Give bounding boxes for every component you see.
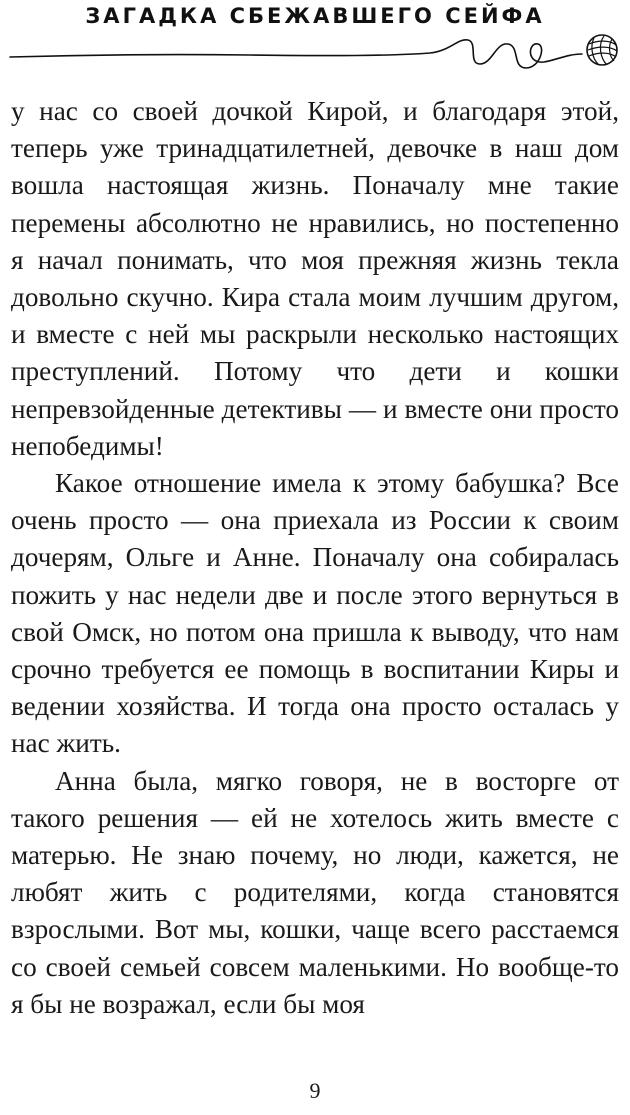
page-body xyxy=(11,93,619,1023)
running-header-title: ЗАГАДКА СБЕЖАВШЕГО СЕЙФА xyxy=(85,4,545,28)
thread-ornament-icon xyxy=(0,30,630,78)
paragraph-continuation: у нас со своей дочкой Кирой, и благодаря этой, теперь уже тринадцатилетней, девочке в наш дом вошла настоящая жизнь. Поначалу мне такие перемены абсолютно не нравились, но постепенно я начал понимать, что моя прежняя жизнь текла довольно скучно. Кира стала моим лучшим другом, и вместе с ней мы раскрыли несколько настоящих преступлений. Потому что дети и кошки непревзойденные детективы — и вместе они просто непобедимы! xyxy=(11,96,619,461)
paragraph: Анна была, мягко говоря, не в восторге от такого решения — ей не хотелось жить вместе с матерью. Не знаю почему, но люди, кажется, не любят жить с родителями, когда становятся взрослыми. Вот мы, кошки, чаще всего расстаемся со своей семьей совсем маленькими. Но вообще-то я бы не возражал, если бы моя xyxy=(11,765,619,1019)
page-number: 9 xyxy=(309,1078,321,1103)
yarn-ball-icon xyxy=(587,35,617,65)
paragraph: Какое отношение имела к этому бабушка? Все очень просто — она приехала из России к своим дочерям, Ольге и Анне. Поначалу она собиралась пожить у нас недели две и после этого вернуться в свой Омск, но потом она пришла к выводу, что нам срочно требуется ее помощь в воспитании Киры и ведении хозяйства. И тогда она просто осталась у нас жить. xyxy=(11,468,619,759)
running-header xyxy=(0,0,630,80)
